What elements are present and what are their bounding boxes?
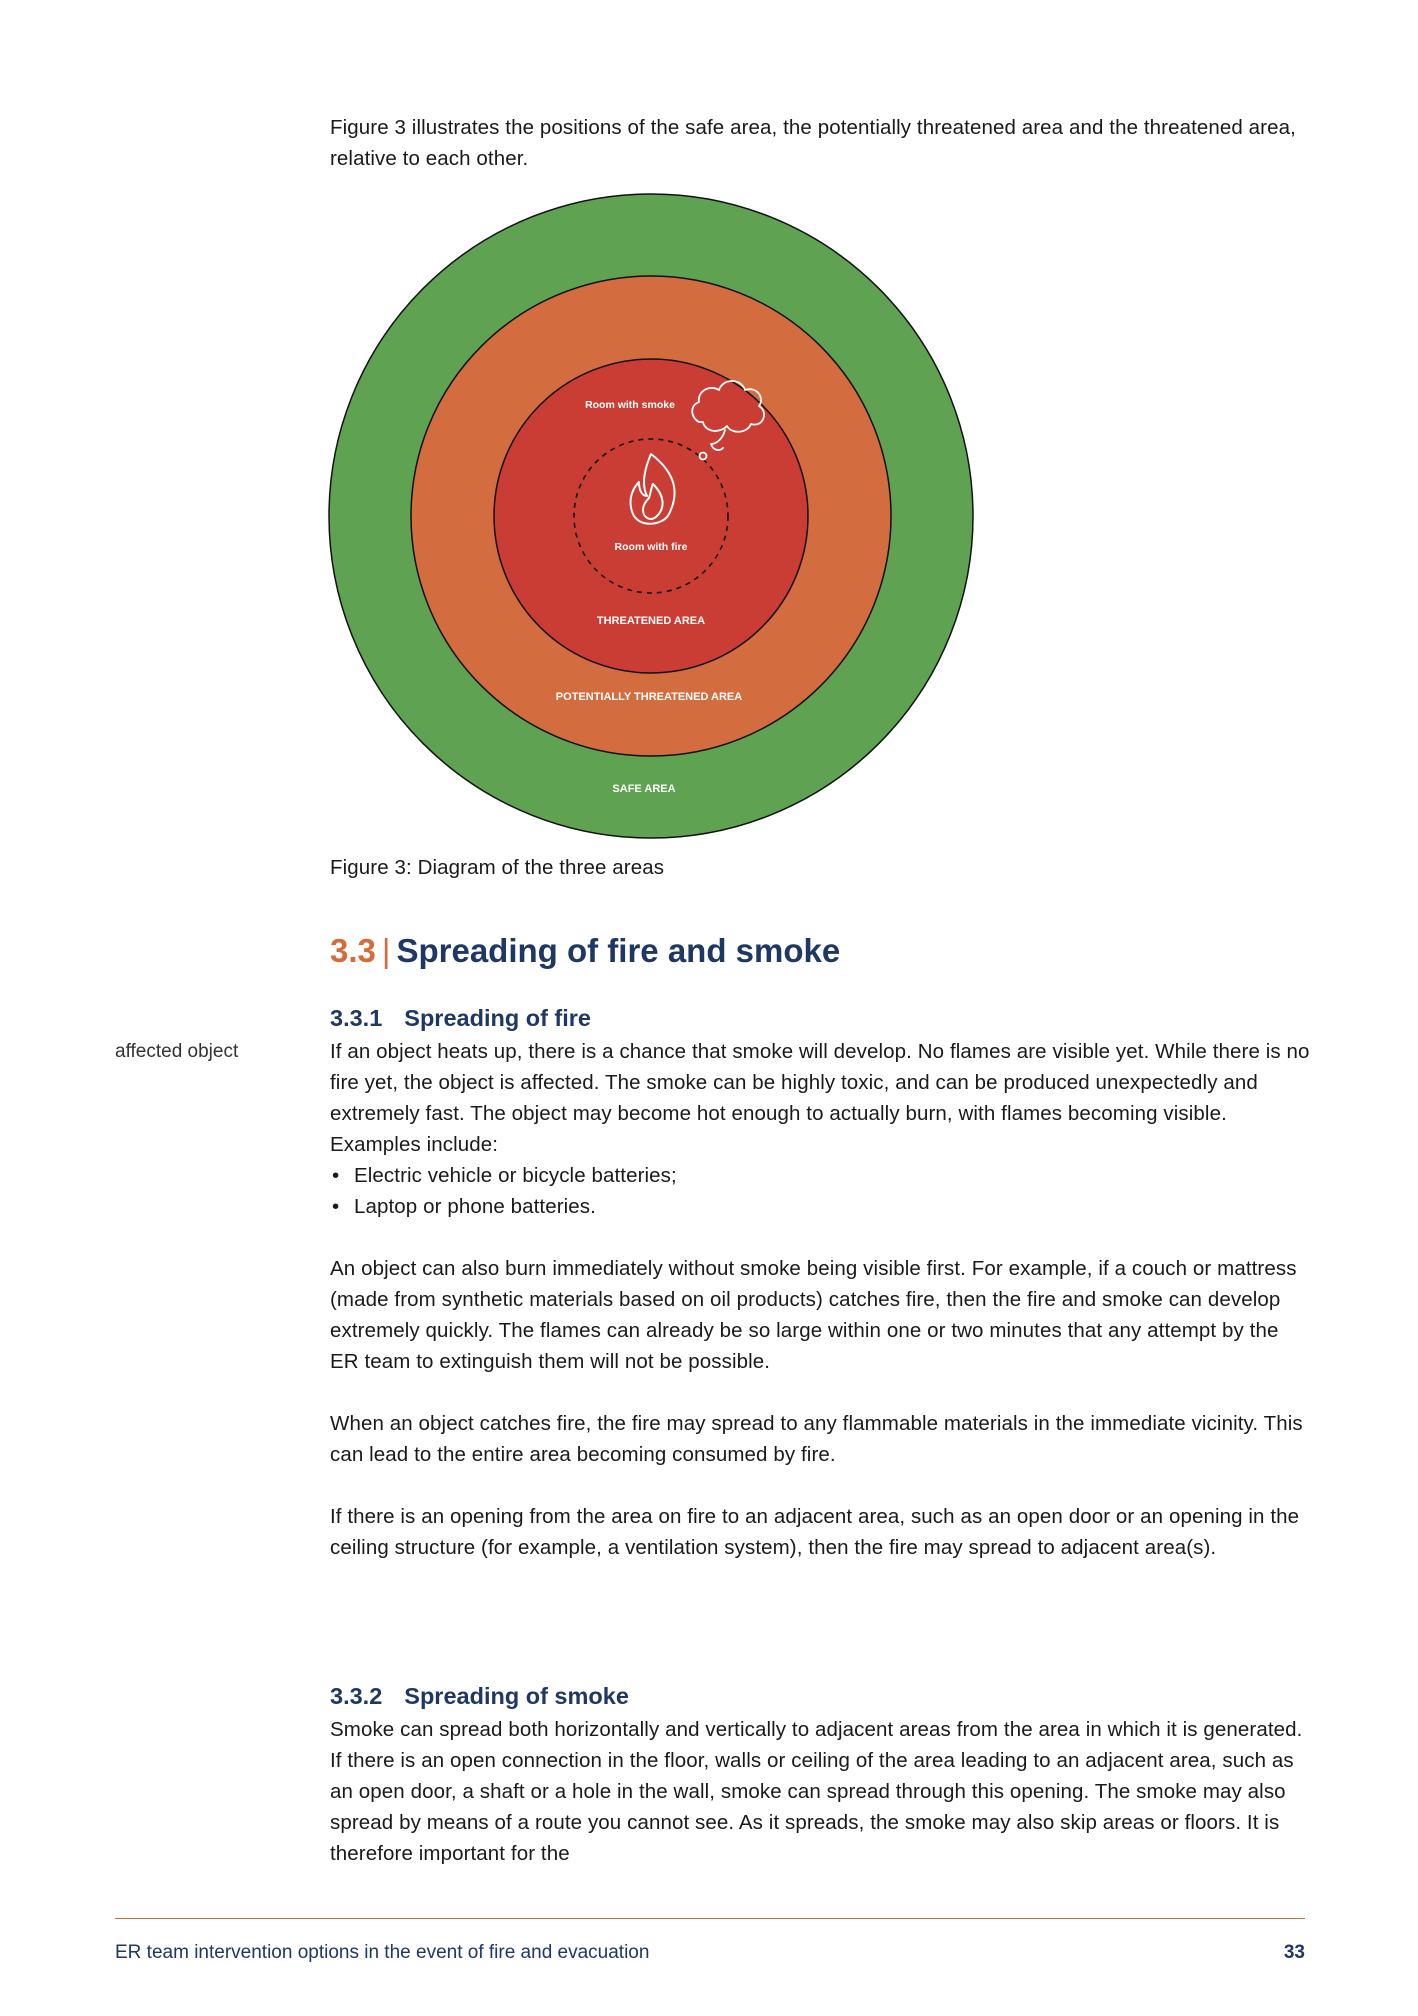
page-number: 33	[1283, 1942, 1305, 1963]
examples-intro: Examples include:	[330, 1133, 499, 1156]
list-item: • Electric vehicle or bicycle batteries;	[330, 1160, 1310, 1191]
section-divider: |	[381, 932, 391, 969]
footer-divider	[115, 1918, 1305, 1919]
paragraph: Smoke can spread both horizontally and vertically to adjacent areas from the area in which it is generated. If there is an open connection in the floor, walls or ceiling of the area leading to an adjacent area, such as an open door, a shaft or a hole in the wall, smoke can spread through this opening. The smoke may also spread by means of a route you cannot see. As it spreads, the smoke may also skip areas or floors. It is therefore important for the	[330, 1718, 1303, 1865]
potentially-threatened-area-label: POTENTIALLY THREATENED AREA	[555, 691, 743, 703]
paragraph: When an object catches fire, the fire may spread to any flammable materials in the immediate vicinity. This can lead to the entire area becoming consumed by fire.	[330, 1412, 1303, 1466]
list-item: • Laptop or phone batteries.	[330, 1191, 1310, 1222]
subsection-number: 3.3.2	[330, 1683, 383, 1709]
section-heading	[330, 928, 840, 974]
margin-note: affected object	[115, 1041, 239, 1062]
subsection-heading-fire	[330, 1002, 591, 1034]
smoke-spreading-text	[330, 1714, 1310, 1869]
safe-area-label: SAFE AREA	[612, 783, 676, 795]
subsection-title: Spreading of smoke	[404, 1683, 629, 1709]
subsection-title: Spreading of fire	[404, 1005, 591, 1031]
section-title: Spreading of fire and smoke	[396, 932, 841, 969]
fire-spreading-text	[330, 1036, 1310, 1563]
room-with-smoke-label: Room with smoke	[585, 399, 675, 411]
room-with-fire-label: Room with fire	[614, 541, 688, 553]
paragraph: If there is an opening from the area on fire to an adjacent area, such as an open door or an opening in the ceiling structure (for example, a ventilation system), then the fire may spread to adjacent area(s).	[330, 1505, 1300, 1559]
subsection-number: 3.3.1	[330, 1005, 383, 1031]
example-list	[330, 1160, 1310, 1222]
figure-caption: Figure 3: Diagram of the three areas	[330, 856, 665, 879]
threatened-area-label: THREATENED AREA	[596, 615, 706, 627]
footer-title: ER team intervention options in the event of fire and evacuation	[115, 1942, 650, 1963]
paragraph: If an object heats up, there is a chance that smoke will develop. No flames are visible yet. While there is no fire yet, the object is affected. The smoke can be highly toxic, and can be produced unexpectedly and extremely fast. The object may become hot enough to actually burn, with flames becoming visible.	[330, 1040, 1310, 1125]
subsection-heading-smoke	[330, 1680, 629, 1712]
paragraph: An object can also burn immediately without smoke being visible first. For example, if a couch or mattress (made from synthetic materials based on oil products) catches fire, then the fire and smoke can develop extremely quickly. The flames can already be so large within one or two minutes that any attempt by the ER team to extinguish them will not be possible.	[330, 1257, 1297, 1373]
section-number: 3.3	[330, 932, 376, 969]
three-areas-diagram	[327, 192, 975, 840]
intro-paragraph: Figure 3 illustrates the positions of the safe area, the potentially threatened area and the threatened area, relative to each other.	[330, 116, 1296, 170]
